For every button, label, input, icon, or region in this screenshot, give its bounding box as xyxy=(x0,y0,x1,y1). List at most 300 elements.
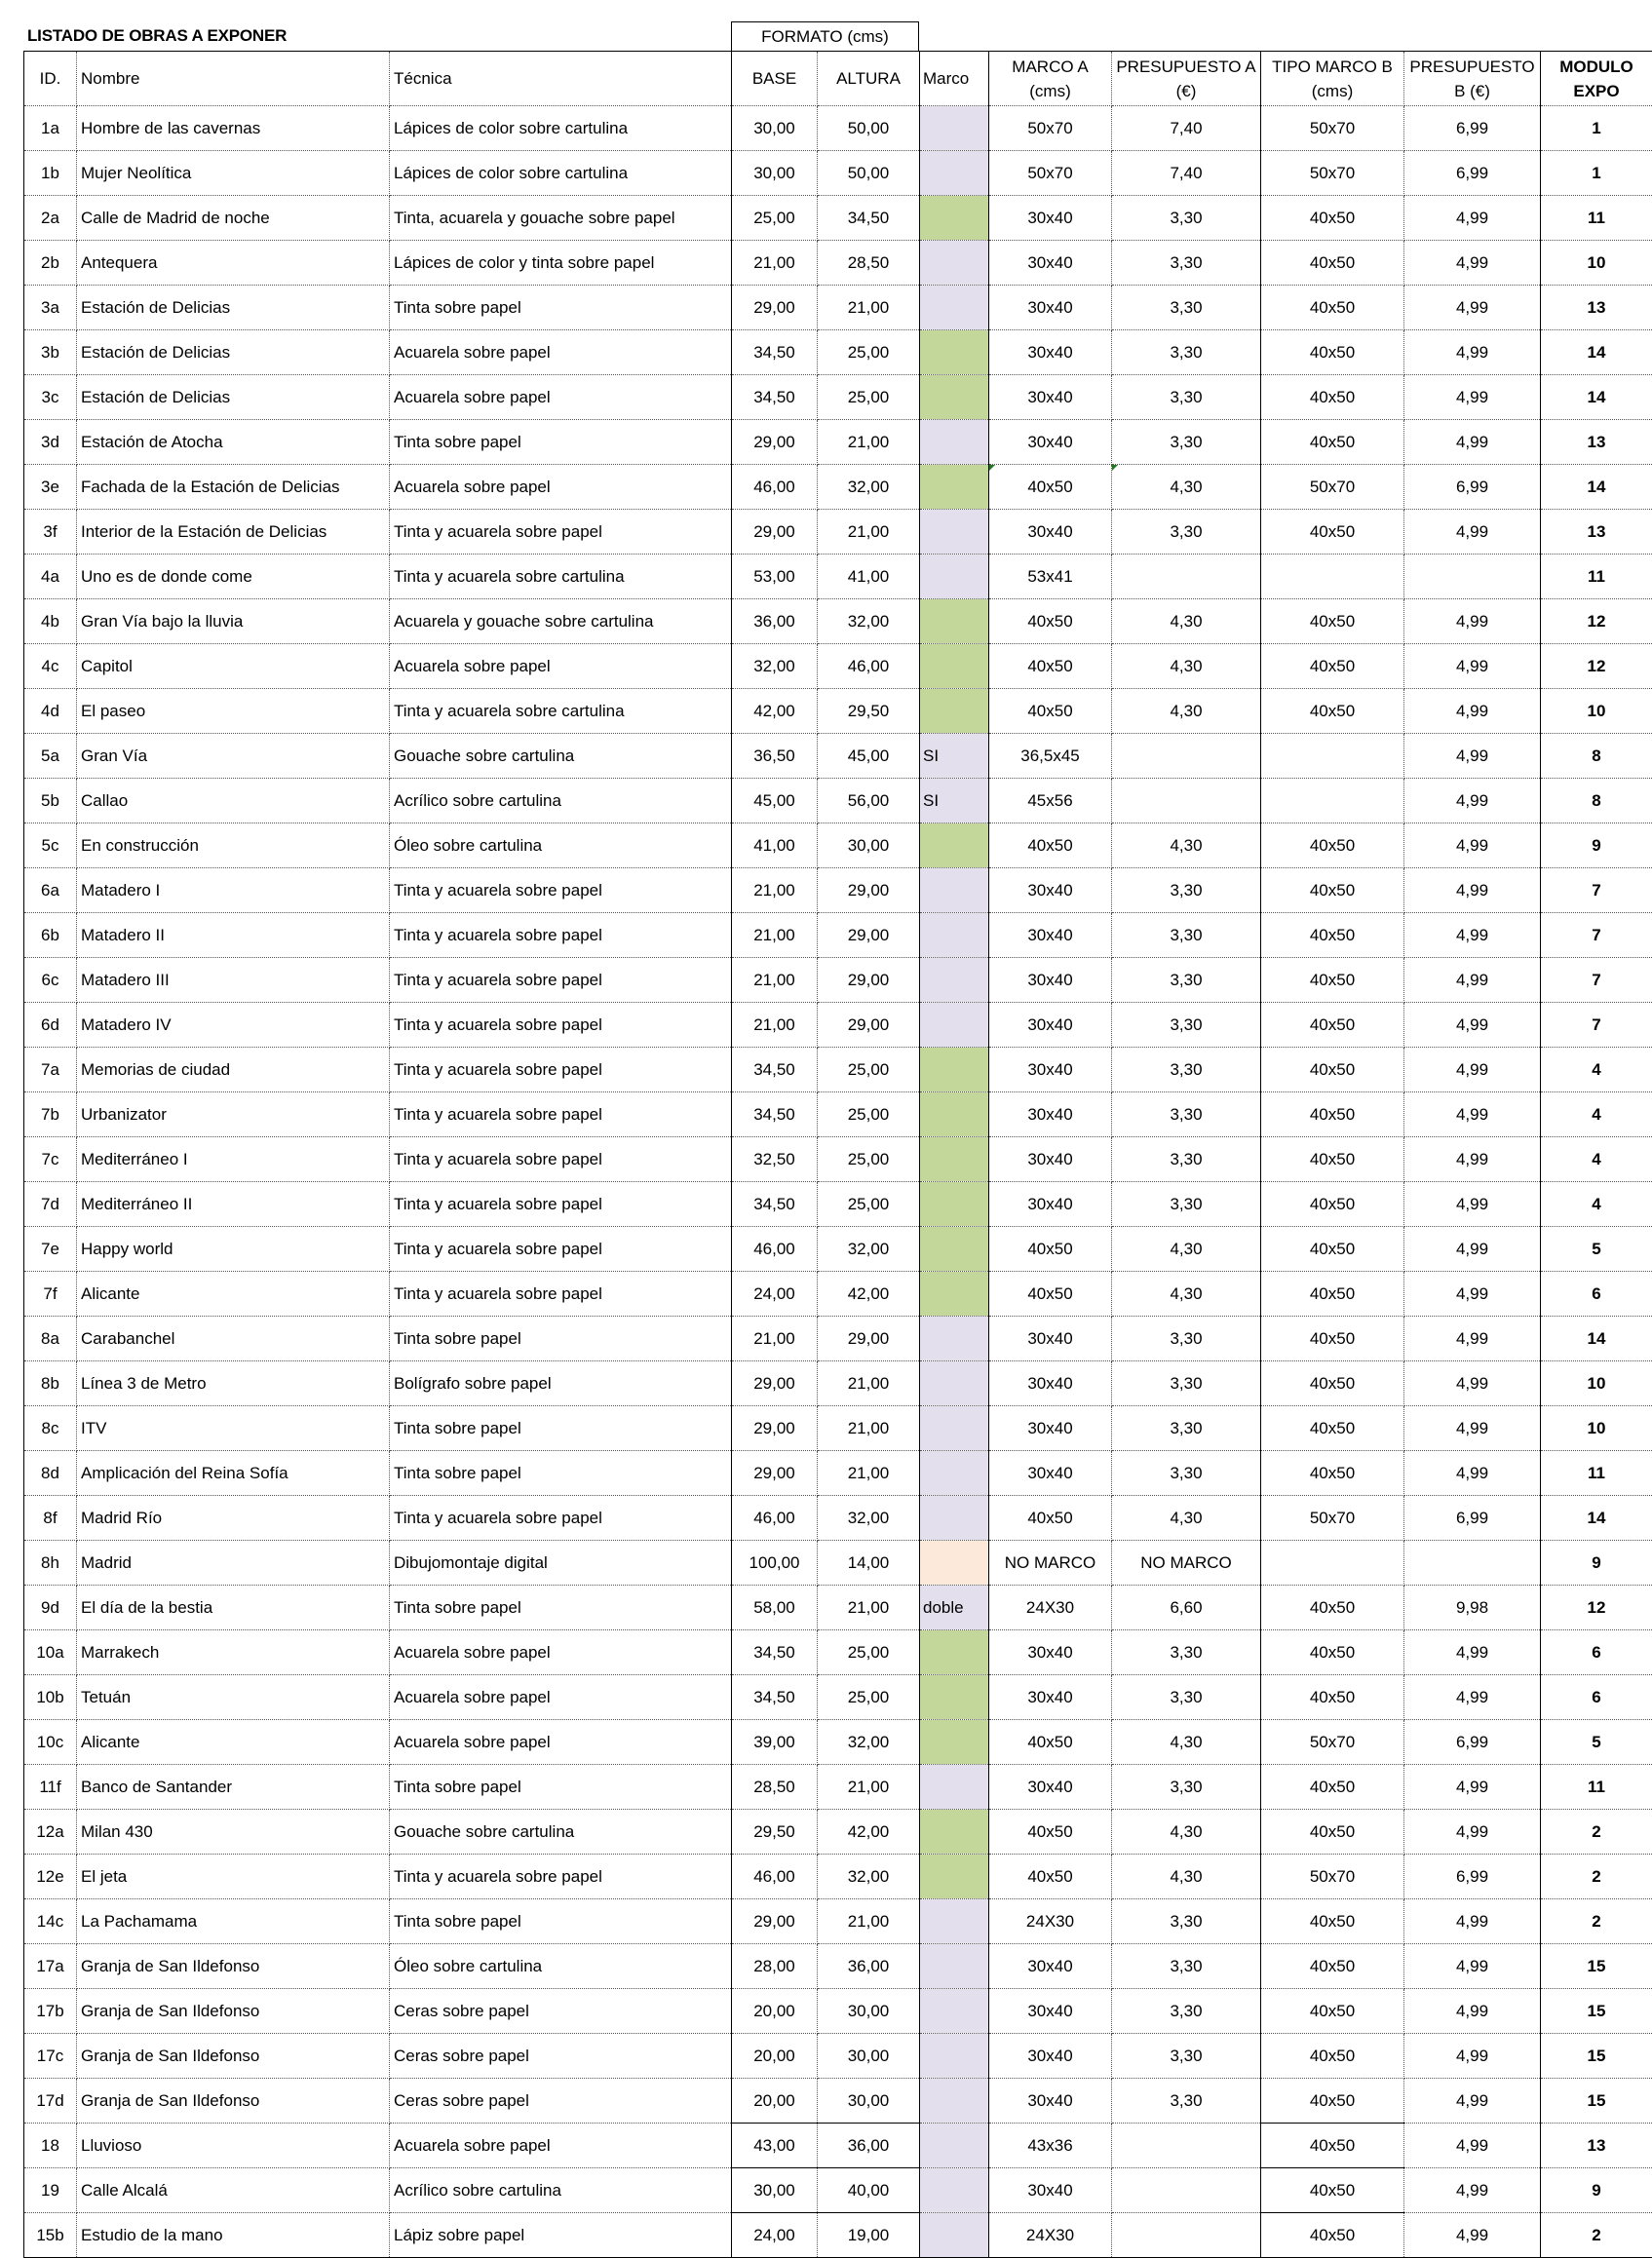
cell-base[interactable]: 34,50 xyxy=(732,1630,818,1675)
cell-tipo-marco-b[interactable]: 50x70 xyxy=(1261,106,1404,151)
cell-presupuesto-b[interactable]: 6,99 xyxy=(1404,1496,1541,1541)
cell-altura[interactable]: 25,00 xyxy=(818,1675,920,1720)
cell-base[interactable]: 21,00 xyxy=(732,958,818,1003)
cell-nombre[interactable]: Lluvioso xyxy=(77,2124,390,2168)
cell-id[interactable]: 10b xyxy=(24,1675,77,1720)
cell-nombre[interactable]: Callao xyxy=(77,779,390,823)
cell-marco-a[interactable]: 53x41 xyxy=(989,555,1112,599)
table-row[interactable] xyxy=(24,1227,1652,1272)
cell-marco-a[interactable]: 30x40 xyxy=(989,1092,1112,1137)
cell-nombre[interactable]: Granja de San Ildefonso xyxy=(77,2034,390,2079)
cell-tipo-marco-b[interactable]: 40x50 xyxy=(1261,1810,1404,1855)
header-base[interactable]: BASE xyxy=(732,52,818,106)
table-row[interactable] xyxy=(24,599,1652,644)
cell-modulo-expo[interactable]: 14 xyxy=(1541,1317,1652,1361)
cell-nombre[interactable]: Marrakech xyxy=(77,1630,390,1675)
cell-base[interactable]: 29,00 xyxy=(732,420,818,465)
cell-modulo-expo[interactable]: 2 xyxy=(1541,1855,1652,1899)
cell-id[interactable]: 3a xyxy=(24,286,77,330)
cell-marco-a[interactable]: 30x40 xyxy=(989,1361,1112,1406)
cell-marco[interactable] xyxy=(920,644,989,689)
cell-presupuesto-b[interactable]: 4,99 xyxy=(1404,1944,1541,1989)
cell-marco-a[interactable]: 45x56 xyxy=(989,779,1112,823)
cell-tecnica[interactable]: Lápiz sobre papel xyxy=(390,2213,732,2258)
cell-presupuesto-a[interactable]: 3,30 xyxy=(1112,1137,1261,1182)
cell-altura[interactable]: 40,00 xyxy=(818,2168,920,2213)
cell-altura[interactable]: 32,00 xyxy=(818,1227,920,1272)
cell-presupuesto-b[interactable]: 4,99 xyxy=(1404,599,1541,644)
cell-marco-a[interactable]: 40x50 xyxy=(989,644,1112,689)
cell-marco[interactable] xyxy=(920,1989,989,2034)
cell-tipo-marco-b[interactable]: 40x50 xyxy=(1261,644,1404,689)
cell-nombre[interactable]: Interior de la Estación de Delicias xyxy=(77,510,390,555)
cell-modulo-expo[interactable]: 7 xyxy=(1541,868,1652,913)
cell-nombre[interactable]: Línea 3 de Metro xyxy=(77,1361,390,1406)
cell-base[interactable]: 28,50 xyxy=(732,1765,818,1810)
cell-presupuesto-b[interactable]: 4,99 xyxy=(1404,1182,1541,1227)
cell-altura[interactable]: 29,00 xyxy=(818,868,920,913)
cell-tecnica[interactable]: Óleo sobre cartulina xyxy=(390,823,732,868)
table-row[interactable] xyxy=(24,1451,1652,1496)
cell-marco-a[interactable]: 30x40 xyxy=(989,868,1112,913)
cell-marco-a[interactable]: 40x50 xyxy=(989,1272,1112,1317)
header-tipo-marco-b[interactable] xyxy=(1261,52,1404,106)
cell-nombre[interactable]: Gran Vía bajo la lluvia xyxy=(77,599,390,644)
cell-presupuesto-b[interactable]: 4,99 xyxy=(1404,2124,1541,2168)
cell-tecnica[interactable]: Ceras sobre papel xyxy=(390,2079,732,2124)
cell-marco-a[interactable]: 30x40 xyxy=(989,196,1112,241)
cell-presupuesto-b[interactable]: 4,99 xyxy=(1404,1810,1541,1855)
cell-nombre[interactable]: Estación de Delicias xyxy=(77,286,390,330)
cell-presupuesto-b[interactable]: 4,99 xyxy=(1404,196,1541,241)
cell-marco-a[interactable]: 30x40 xyxy=(989,241,1112,286)
cell-presupuesto-a[interactable]: 4,30 xyxy=(1112,1855,1261,1899)
cell-presupuesto-a[interactable] xyxy=(1112,2124,1261,2168)
cell-presupuesto-b[interactable]: 4,99 xyxy=(1404,2034,1541,2079)
cell-base[interactable]: 29,00 xyxy=(732,1406,818,1451)
cell-modulo-expo[interactable]: 4 xyxy=(1541,1182,1652,1227)
cell-tecnica[interactable]: Lápices de color y tinta sobre papel xyxy=(390,241,732,286)
table-row[interactable] xyxy=(24,734,1652,779)
cell-presupuesto-a[interactable]: 4,30 xyxy=(1112,823,1261,868)
cell-id[interactable]: 7c xyxy=(24,1137,77,1182)
cell-presupuesto-b[interactable]: 4,99 xyxy=(1404,286,1541,330)
cell-presupuesto-b[interactable]: 4,99 xyxy=(1404,779,1541,823)
cell-altura[interactable]: 21,00 xyxy=(818,420,920,465)
table-row[interactable] xyxy=(24,1092,1652,1137)
cell-modulo-expo[interactable]: 9 xyxy=(1541,1541,1652,1586)
cell-presupuesto-a[interactable]: 3,30 xyxy=(1112,913,1261,958)
cell-presupuesto-b[interactable]: 4,99 xyxy=(1404,510,1541,555)
cell-tecnica[interactable]: Lápices de color sobre cartulina xyxy=(390,106,732,151)
cell-modulo-expo[interactable]: 4 xyxy=(1541,1137,1652,1182)
cell-marco[interactable] xyxy=(920,2168,989,2213)
cell-marco-a[interactable]: 40x50 xyxy=(989,1720,1112,1765)
cell-tecnica[interactable]: Óleo sobre cartulina xyxy=(390,1944,732,1989)
cell-nombre[interactable]: El paseo xyxy=(77,689,390,734)
cell-presupuesto-b[interactable]: 4,99 xyxy=(1404,330,1541,375)
cell-tipo-marco-b[interactable]: 40x50 xyxy=(1261,1451,1404,1496)
cell-marco[interactable] xyxy=(920,151,989,196)
cell-presupuesto-b[interactable]: 4,99 xyxy=(1404,1137,1541,1182)
cell-presupuesto-a[interactable]: 3,30 xyxy=(1112,958,1261,1003)
table-row[interactable] xyxy=(24,1855,1652,1899)
cell-presupuesto-a[interactable]: NO MARCO xyxy=(1112,1541,1261,1586)
cell-tecnica[interactable]: Tinta y acuarela sobre papel xyxy=(390,1003,732,1048)
cell-tecnica[interactable]: Acuarela sobre papel xyxy=(390,644,732,689)
cell-tipo-marco-b[interactable]: 40x50 xyxy=(1261,1137,1404,1182)
cell-altura[interactable]: 34,50 xyxy=(818,196,920,241)
cell-tipo-marco-b[interactable]: 40x50 xyxy=(1261,241,1404,286)
cell-tecnica[interactable]: Tinta y acuarela sobre papel xyxy=(390,1137,732,1182)
cell-id[interactable]: 18 xyxy=(24,2124,77,2168)
cell-altura[interactable]: 29,00 xyxy=(818,913,920,958)
cell-tipo-marco-b[interactable]: 40x50 xyxy=(1261,1317,1404,1361)
cell-tecnica[interactable]: Acuarela sobre papel xyxy=(390,375,732,420)
cell-marco[interactable] xyxy=(920,1361,989,1406)
cell-base[interactable]: 45,00 xyxy=(732,779,818,823)
cell-marco-a[interactable]: 43x36 xyxy=(989,2124,1112,2168)
cell-nombre[interactable]: Madrid Río xyxy=(77,1496,390,1541)
cell-nombre[interactable]: Matadero IV xyxy=(77,1003,390,1048)
cell-id[interactable]: 2a xyxy=(24,196,77,241)
cell-tipo-marco-b[interactable]: 50x70 xyxy=(1261,151,1404,196)
cell-presupuesto-a[interactable]: 3,30 xyxy=(1112,330,1261,375)
table-row[interactable] xyxy=(24,958,1652,1003)
cell-base[interactable]: 46,00 xyxy=(732,1227,818,1272)
cell-tipo-marco-b[interactable]: 40x50 xyxy=(1261,2034,1404,2079)
cell-id[interactable]: 8a xyxy=(24,1317,77,1361)
cell-modulo-expo[interactable]: 11 xyxy=(1541,1765,1652,1810)
cell-tecnica[interactable]: Gouache sobre cartulina xyxy=(390,1810,732,1855)
cell-marco[interactable] xyxy=(920,1765,989,1810)
cell-nombre[interactable]: Estación de Atocha xyxy=(77,420,390,465)
cell-presupuesto-a[interactable]: 3,30 xyxy=(1112,1899,1261,1944)
cell-nombre[interactable]: Estudio de la mano xyxy=(77,2213,390,2258)
cell-modulo-expo[interactable]: 15 xyxy=(1541,2079,1652,2124)
cell-presupuesto-b[interactable]: 4,99 xyxy=(1404,1451,1541,1496)
cell-altura[interactable]: 36,00 xyxy=(818,2124,920,2168)
cell-altura[interactable]: 30,00 xyxy=(818,823,920,868)
table-row[interactable] xyxy=(24,2168,1652,2213)
cell-nombre[interactable]: Uno es de donde come xyxy=(77,555,390,599)
cell-marco-a[interactable]: 36,5x45 xyxy=(989,734,1112,779)
cell-id[interactable]: 6c xyxy=(24,958,77,1003)
header-presupuesto-b[interactable] xyxy=(1404,52,1541,106)
cell-id[interactable]: 6d xyxy=(24,1003,77,1048)
cell-presupuesto-a[interactable]: 3,30 xyxy=(1112,1048,1261,1092)
cell-modulo-expo[interactable]: 12 xyxy=(1541,599,1652,644)
cell-marco-a[interactable]: 30x40 xyxy=(989,1675,1112,1720)
cell-tipo-marco-b[interactable]: 40x50 xyxy=(1261,1944,1404,1989)
cell-tecnica[interactable]: Tinta y acuarela sobre papel xyxy=(390,510,732,555)
cell-tecnica[interactable]: Acuarela sobre papel xyxy=(390,1630,732,1675)
cell-altura[interactable]: 32,00 xyxy=(818,1720,920,1765)
cell-tecnica[interactable]: Tinta sobre papel xyxy=(390,420,732,465)
table-row[interactable] xyxy=(24,868,1652,913)
cell-tecnica[interactable]: Tinta y acuarela sobre papel xyxy=(390,1048,732,1092)
cell-presupuesto-b[interactable]: 6,99 xyxy=(1404,106,1541,151)
cell-marco[interactable] xyxy=(920,1451,989,1496)
cell-tipo-marco-b[interactable]: 40x50 xyxy=(1261,1675,1404,1720)
cell-presupuesto-a[interactable]: 3,30 xyxy=(1112,1944,1261,1989)
table-row[interactable] xyxy=(24,1361,1652,1406)
cell-presupuesto-a[interactable]: 3,30 xyxy=(1112,1406,1261,1451)
cell-tecnica[interactable]: Tinta sobre papel xyxy=(390,1899,732,1944)
header-id[interactable]: ID. xyxy=(24,52,77,106)
cell-marco[interactable] xyxy=(920,555,989,599)
cell-nombre[interactable]: Carabanchel xyxy=(77,1317,390,1361)
table-row[interactable] xyxy=(24,1899,1652,1944)
cell-base[interactable]: 41,00 xyxy=(732,823,818,868)
cell-tecnica[interactable]: Acuarela sobre papel xyxy=(390,465,732,510)
cell-tipo-marco-b[interactable]: 50x70 xyxy=(1261,465,1404,510)
cell-tecnica[interactable]: Tinta y acuarela sobre papel xyxy=(390,958,732,1003)
cell-base[interactable]: 30,00 xyxy=(732,151,818,196)
cell-modulo-expo[interactable]: 9 xyxy=(1541,2168,1652,2213)
cell-id[interactable]: 17c xyxy=(24,2034,77,2079)
cell-nombre[interactable]: Matadero I xyxy=(77,868,390,913)
cell-presupuesto-a[interactable]: 3,30 xyxy=(1112,1317,1261,1361)
cell-tecnica[interactable]: Tinta y acuarela sobre papel xyxy=(390,1182,732,1227)
cell-presupuesto-b[interactable]: 4,99 xyxy=(1404,1989,1541,2034)
cell-modulo-expo[interactable]: 15 xyxy=(1541,1989,1652,2034)
cell-tipo-marco-b[interactable]: 40x50 xyxy=(1261,1003,1404,1048)
cell-marco[interactable] xyxy=(920,1541,989,1586)
cell-marco[interactable] xyxy=(920,1899,989,1944)
table-row[interactable] xyxy=(24,644,1652,689)
cell-modulo-expo[interactable]: 10 xyxy=(1541,689,1652,734)
cell-presupuesto-b[interactable]: 4,99 xyxy=(1404,689,1541,734)
cell-presupuesto-a[interactable]: 3,30 xyxy=(1112,2079,1261,2124)
cell-altura[interactable]: 21,00 xyxy=(818,1586,920,1630)
cell-marco-a[interactable]: 40x50 xyxy=(989,1810,1112,1855)
cell-presupuesto-b[interactable]: 4,99 xyxy=(1404,913,1541,958)
cell-altura[interactable]: 36,00 xyxy=(818,1944,920,1989)
cell-base[interactable]: 29,00 xyxy=(732,1451,818,1496)
cell-marco-a[interactable]: 30x40 xyxy=(989,1317,1112,1361)
cell-tecnica[interactable]: Acuarela sobre papel xyxy=(390,1720,732,1765)
cell-id[interactable]: 8h xyxy=(24,1541,77,1586)
header-nombre[interactable]: Nombre xyxy=(77,52,390,106)
table-row[interactable] xyxy=(24,2213,1652,2258)
cell-id[interactable]: 8b xyxy=(24,1361,77,1406)
cell-id[interactable]: 7f xyxy=(24,1272,77,1317)
cell-marco-a[interactable]: 40x50 xyxy=(989,465,1112,510)
cell-altura[interactable]: 50,00 xyxy=(818,106,920,151)
cell-altura[interactable]: 46,00 xyxy=(818,644,920,689)
cell-marco-a[interactable]: 30x40 xyxy=(989,1406,1112,1451)
cell-altura[interactable]: 32,00 xyxy=(818,1855,920,1899)
cell-id[interactable]: 3f xyxy=(24,510,77,555)
cell-id[interactable]: 5b xyxy=(24,779,77,823)
table-row[interactable] xyxy=(24,465,1652,510)
cell-presupuesto-b[interactable]: 4,99 xyxy=(1404,2168,1541,2213)
cell-tecnica[interactable]: Acuarela sobre papel xyxy=(390,330,732,375)
cell-altura[interactable]: 42,00 xyxy=(818,1272,920,1317)
cell-id[interactable]: 3e xyxy=(24,465,77,510)
cell-nombre[interactable]: Hombre de las cavernas xyxy=(77,106,390,151)
cell-base[interactable]: 30,00 xyxy=(732,2168,818,2213)
cell-base[interactable]: 28,00 xyxy=(732,1944,818,1989)
cell-modulo-expo[interactable]: 6 xyxy=(1541,1630,1652,1675)
cell-id[interactable]: 17a xyxy=(24,1944,77,1989)
cell-altura[interactable]: 25,00 xyxy=(818,330,920,375)
cell-base[interactable]: 39,00 xyxy=(732,1720,818,1765)
table-row[interactable] xyxy=(24,1048,1652,1092)
cell-id[interactable]: 8c xyxy=(24,1406,77,1451)
cell-presupuesto-b[interactable]: 4,99 xyxy=(1404,1361,1541,1406)
header-marco-a[interactable] xyxy=(989,52,1112,106)
cell-presupuesto-a[interactable]: 4,30 xyxy=(1112,644,1261,689)
cell-presupuesto-b[interactable]: 4,99 xyxy=(1404,2079,1541,2124)
cell-base[interactable]: 29,00 xyxy=(732,286,818,330)
cell-tecnica[interactable]: Tinta y acuarela sobre papel xyxy=(390,1092,732,1137)
cell-tipo-marco-b[interactable]: 40x50 xyxy=(1261,1989,1404,2034)
cell-base[interactable]: 34,50 xyxy=(732,1675,818,1720)
cell-marco-a[interactable]: 30x40 xyxy=(989,1182,1112,1227)
cell-nombre[interactable]: Gran Vía xyxy=(77,734,390,779)
cell-id[interactable]: 8f xyxy=(24,1496,77,1541)
cell-id[interactable]: 3c xyxy=(24,375,77,420)
cell-marco-a[interactable]: 24X30 xyxy=(989,1899,1112,1944)
cell-marco-a[interactable]: 30x40 xyxy=(989,1048,1112,1092)
cell-marco-a[interactable]: NO MARCO xyxy=(989,1541,1112,1586)
cell-tecnica[interactable]: Ceras sobre papel xyxy=(390,2034,732,2079)
cell-modulo-expo[interactable]: 10 xyxy=(1541,1361,1652,1406)
cell-id[interactable]: 4c xyxy=(24,644,77,689)
cell-id[interactable]: 5c xyxy=(24,823,77,868)
cell-marco[interactable] xyxy=(920,2124,989,2168)
cell-marco[interactable] xyxy=(920,689,989,734)
cell-tipo-marco-b[interactable]: 40x50 xyxy=(1261,1899,1404,1944)
cell-presupuesto-a[interactable]: 3,30 xyxy=(1112,1989,1261,2034)
cell-tecnica[interactable]: Tinta sobre papel xyxy=(390,286,732,330)
cell-modulo-expo[interactable]: 4 xyxy=(1541,1048,1652,1092)
cell-nombre[interactable]: En construcción xyxy=(77,823,390,868)
cell-base[interactable]: 34,50 xyxy=(732,330,818,375)
cell-modulo-expo[interactable]: 2 xyxy=(1541,1899,1652,1944)
cell-base[interactable]: 100,00 xyxy=(732,1541,818,1586)
cell-marco-a[interactable]: 30x40 xyxy=(989,286,1112,330)
cell-tecnica[interactable]: Acrílico sobre cartulina xyxy=(390,779,732,823)
cell-nombre[interactable]: Antequera xyxy=(77,241,390,286)
cell-nombre[interactable]: Granja de San Ildefonso xyxy=(77,1944,390,1989)
cell-nombre[interactable]: Estación de Delicias xyxy=(77,375,390,420)
cell-marco[interactable] xyxy=(920,1630,989,1675)
cell-altura[interactable]: 30,00 xyxy=(818,1989,920,2034)
table-row[interactable] xyxy=(24,1137,1652,1182)
cell-nombre[interactable]: La Pachamama xyxy=(77,1899,390,1944)
cell-marco[interactable] xyxy=(920,106,989,151)
cell-marco-a[interactable]: 30x40 xyxy=(989,375,1112,420)
cell-marco[interactable] xyxy=(920,913,989,958)
cell-altura[interactable]: 25,00 xyxy=(818,1137,920,1182)
cell-presupuesto-a[interactable]: 3,30 xyxy=(1112,510,1261,555)
cell-tipo-marco-b[interactable]: 40x50 xyxy=(1261,1227,1404,1272)
cell-marco[interactable] xyxy=(920,1227,989,1272)
cell-base[interactable]: 20,00 xyxy=(732,2034,818,2079)
cell-marco[interactable] xyxy=(920,1182,989,1227)
header-marco[interactable]: Marco xyxy=(920,52,989,106)
cell-modulo-expo[interactable]: 1 xyxy=(1541,151,1652,196)
cell-modulo-expo[interactable]: 13 xyxy=(1541,510,1652,555)
cell-presupuesto-a[interactable] xyxy=(1112,779,1261,823)
header-modulo-expo[interactable] xyxy=(1541,52,1652,106)
table-row[interactable] xyxy=(24,1406,1652,1451)
cell-presupuesto-b[interactable]: 4,99 xyxy=(1404,2213,1541,2258)
cell-marco[interactable] xyxy=(920,1137,989,1182)
cell-presupuesto-b[interactable]: 4,99 xyxy=(1404,1406,1541,1451)
cell-modulo-expo[interactable]: 11 xyxy=(1541,555,1652,599)
cell-altura[interactable]: 25,00 xyxy=(818,1092,920,1137)
cell-presupuesto-a[interactable]: 3,30 xyxy=(1112,286,1261,330)
cell-marco[interactable] xyxy=(920,599,989,644)
cell-tipo-marco-b[interactable]: 40x50 xyxy=(1261,1586,1404,1630)
cell-nombre[interactable]: Granja de San Ildefonso xyxy=(77,1989,390,2034)
cell-marco[interactable] xyxy=(920,1406,989,1451)
cell-tecnica[interactable]: Tinta y acuarela sobre papel xyxy=(390,1272,732,1317)
cell-tipo-marco-b[interactable]: 40x50 xyxy=(1261,375,1404,420)
cell-marco[interactable] xyxy=(920,1675,989,1720)
cell-tipo-marco-b[interactable]: 40x50 xyxy=(1261,2168,1404,2213)
cell-tecnica[interactable]: Bolígrafo sobre papel xyxy=(390,1361,732,1406)
cell-presupuesto-a[interactable]: 3,30 xyxy=(1112,420,1261,465)
cell-tecnica[interactable]: Tinta y acuarela sobre papel xyxy=(390,913,732,958)
cell-marco[interactable] xyxy=(920,1810,989,1855)
cell-base[interactable]: 29,00 xyxy=(732,510,818,555)
cell-nombre[interactable]: Alicante xyxy=(77,1720,390,1765)
table-row[interactable] xyxy=(24,241,1652,286)
cell-presupuesto-b[interactable]: 4,99 xyxy=(1404,241,1541,286)
table-row[interactable] xyxy=(24,2034,1652,2079)
cell-marco-a[interactable]: 30x40 xyxy=(989,1630,1112,1675)
cell-presupuesto-a[interactable]: 4,30 xyxy=(1112,1227,1261,1272)
cell-base[interactable]: 53,00 xyxy=(732,555,818,599)
cell-altura[interactable]: 45,00 xyxy=(818,734,920,779)
table-row[interactable] xyxy=(24,913,1652,958)
cell-marco-a[interactable]: 40x50 xyxy=(989,1855,1112,1899)
cell-tecnica[interactable]: Ceras sobre papel xyxy=(390,1989,732,2034)
table-row[interactable] xyxy=(24,375,1652,420)
cell-presupuesto-a[interactable]: 4,30 xyxy=(1112,1720,1261,1765)
cell-base[interactable]: 21,00 xyxy=(732,241,818,286)
cell-presupuesto-a[interactable]: 7,40 xyxy=(1112,106,1261,151)
cell-altura[interactable]: 30,00 xyxy=(818,2034,920,2079)
cell-modulo-expo[interactable]: 7 xyxy=(1541,1003,1652,1048)
cell-presupuesto-b[interactable]: 4,99 xyxy=(1404,1675,1541,1720)
cell-presupuesto-a[interactable]: 4,30 xyxy=(1112,465,1261,510)
cell-presupuesto-b[interactable]: 4,99 xyxy=(1404,1317,1541,1361)
cell-base[interactable]: 32,50 xyxy=(732,1137,818,1182)
cell-presupuesto-a[interactable]: 4,30 xyxy=(1112,1496,1261,1541)
cell-nombre[interactable]: Madrid xyxy=(77,1541,390,1586)
cell-nombre[interactable]: El día de la bestia xyxy=(77,1586,390,1630)
header-altura[interactable]: ALTURA xyxy=(818,52,920,106)
cell-presupuesto-b[interactable]: 4,99 xyxy=(1404,823,1541,868)
cell-marco[interactable] xyxy=(920,510,989,555)
cell-base[interactable]: 43,00 xyxy=(732,2124,818,2168)
cell-tipo-marco-b[interactable]: 40x50 xyxy=(1261,420,1404,465)
cell-nombre[interactable]: Matadero II xyxy=(77,913,390,958)
cell-marco-a[interactable]: 30x40 xyxy=(989,2079,1112,2124)
cell-modulo-expo[interactable]: 7 xyxy=(1541,913,1652,958)
cell-tipo-marco-b[interactable]: 40x50 xyxy=(1261,1272,1404,1317)
table-row[interactable] xyxy=(24,1944,1652,1989)
cell-nombre[interactable]: Calle de Madrid de noche xyxy=(77,196,390,241)
cell-marco[interactable]: SI xyxy=(920,779,989,823)
cell-tipo-marco-b[interactable] xyxy=(1261,734,1404,779)
